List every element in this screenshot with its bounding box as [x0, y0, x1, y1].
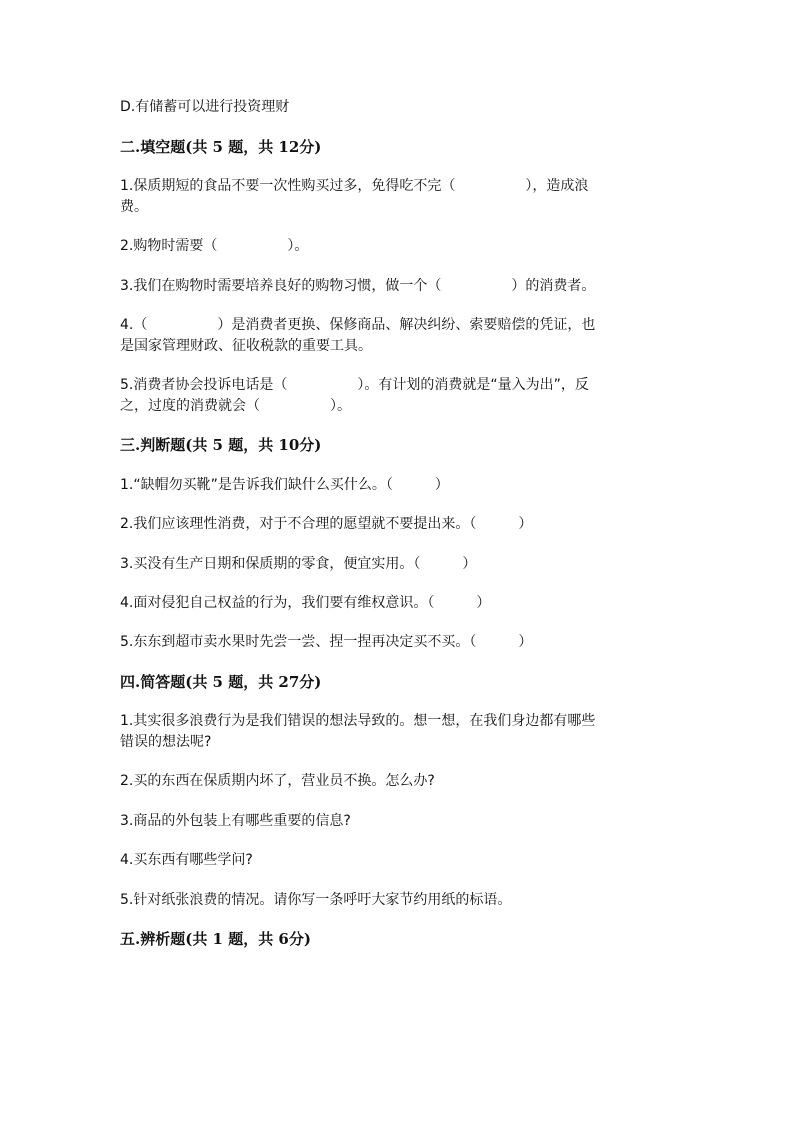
judge-question-3: 3.买没有生产日期和保质期的零食，便宜实用。（ ） [120, 556, 477, 572]
section-judge-heading: 三.判断题(共 5 题，共 10分) [120, 436, 322, 454]
short-question-5: 5.针对纸张浪费的情况。请你写一条呼吁大家节约用纸的标语。 [120, 892, 512, 908]
short-question-2: 2.买的东西在保质期内坏了，营业员不换。怎么办? [120, 773, 435, 789]
short-question-4: 4.买东西有哪些学问? [120, 852, 253, 868]
short-question-3: 3.商品的外包装上有哪些重要的信息? [120, 813, 351, 829]
prev-option-d: D.有储蓄可以进行投资理财 [120, 99, 290, 115]
fill-question-2: 2.购物时需要（ ）。 [120, 238, 309, 254]
fill-question-1: 1.保质期短的食品不要一次性购买过多，免得吃不完（ ），造成浪 [120, 178, 589, 194]
fill-question-5: 5.消费者协会投诉电话是（ ）。有计划的消费就是“量入为出”，反 [120, 377, 589, 393]
short-question-1: 1.其实很多浪费行为是我们错误的想法导致的。想一想，在我们身边都有哪些 [120, 713, 596, 729]
fill-question-4: 4.（ ）是消费者更换、保修商品、解决纠纷、索要赔偿的凭证，也 [120, 317, 596, 333]
judge-question-1: 1.“缺帽勿买靴”是告诉我们缺什么买什么。（ ） [120, 477, 449, 493]
short-question-1-cont: 错误的想法呢? [120, 734, 212, 750]
judge-question-2: 2.我们应该理性消费，对于不合理的愿望就不要提出来。（ ） [120, 516, 533, 532]
judge-question-5: 5.东东到超市卖水果时先尝一尝、捏一捏再决定买不买。（ ） [120, 634, 533, 650]
fill-question-3: 3.我们在购物时需要培养良好的购物习惯，做一个（ ）的消费者。 [120, 278, 596, 294]
fill-question-4-cont: 是国家管理财政、征收税款的重要工具。 [120, 338, 372, 354]
fill-question-5-cont: 之，过度的消费就会（ ）。 [120, 398, 351, 414]
section-short-heading: 四.简答题(共 5 题，共 27分) [120, 673, 322, 691]
section-analyze-heading: 五.辨析题(共 1 题，共 6分) [120, 930, 311, 948]
judge-question-4: 4.面对侵犯自己权益的行为，我们要有维权意识。（ ） [120, 595, 491, 611]
fill-question-1-cont: 费。 [120, 199, 148, 215]
section-fill-heading: 二.填空题(共 5 题，共 12分) [120, 138, 322, 156]
